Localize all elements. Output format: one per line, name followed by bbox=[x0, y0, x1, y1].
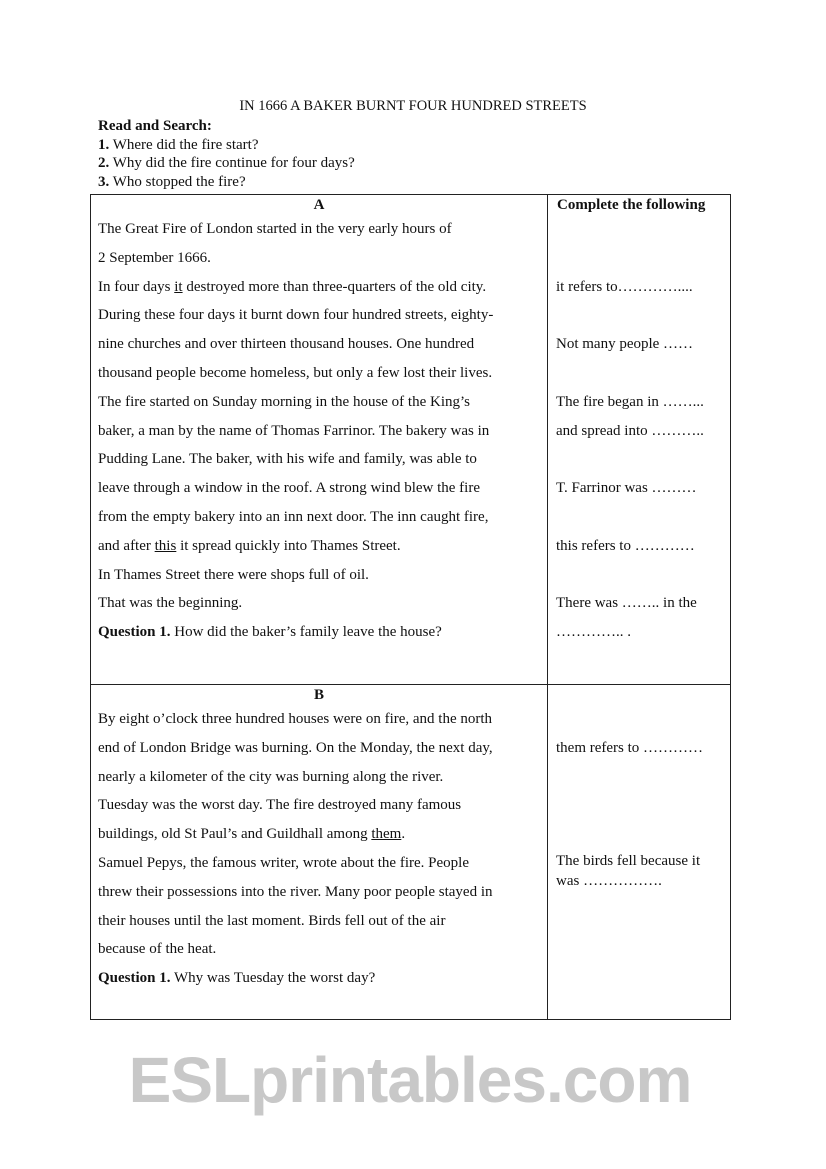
text-line bbox=[91, 561, 547, 590]
text-line bbox=[91, 301, 547, 330]
question-label: Question 1. bbox=[98, 970, 171, 987]
text-line bbox=[91, 734, 547, 763]
text-segment: The Great Fire of London started in the very early hours of bbox=[98, 221, 452, 237]
text-line bbox=[91, 878, 547, 907]
prompt-birds bbox=[548, 849, 730, 891]
blank-line bbox=[548, 359, 730, 388]
question-label: Question 1. bbox=[98, 624, 171, 641]
section-a-row bbox=[91, 195, 731, 685]
blank-line bbox=[548, 561, 730, 590]
text-segment: buildings, old St Paul’s and Guildhall among bbox=[98, 826, 372, 843]
read-and-search-heading: Read and Search: bbox=[98, 118, 212, 134]
blank-line bbox=[548, 445, 730, 474]
q-text: Why did the fire continue for four days? bbox=[109, 155, 355, 171]
text-segment: their houses until the last moment. Birds fell out of the air bbox=[98, 912, 446, 929]
text-line bbox=[91, 935, 547, 964]
intro-question bbox=[98, 173, 355, 192]
prompt-line: and spread into ……….. bbox=[556, 422, 704, 439]
text-segment: leave through a window in the roof. A strong wind blew the fire bbox=[98, 480, 481, 497]
text-segment: thousand people become homeless, but only a few lost their lives. bbox=[98, 364, 493, 381]
section-a-question bbox=[91, 618, 547, 647]
blank-header bbox=[548, 685, 730, 705]
text-line bbox=[91, 474, 547, 503]
text-line bbox=[91, 763, 547, 792]
text-segment: end of London Bridge was burning. On the Monday, the next day, bbox=[98, 739, 493, 756]
text-line bbox=[91, 820, 547, 849]
prompt-birds-line: was ……………. bbox=[556, 872, 662, 889]
text-line bbox=[91, 503, 547, 532]
text-segment: Pudding Lane. The baker, with his wife and family, was able to bbox=[98, 451, 477, 468]
text-segment: In four days bbox=[98, 278, 175, 295]
underlined-word: them bbox=[371, 826, 402, 843]
intro bbox=[98, 117, 355, 191]
text-segment: threw their possessions into the river. Many poor people stayed in bbox=[98, 883, 493, 900]
section-a-text bbox=[91, 195, 548, 685]
section-a-prompts bbox=[548, 215, 730, 647]
section-b-complete bbox=[548, 685, 731, 1020]
text-line bbox=[91, 849, 547, 878]
text-line bbox=[91, 330, 547, 359]
prompt-line: Not many people …… bbox=[556, 336, 694, 353]
text-segment: nine churches and over thirteen thousand houses. One hundred bbox=[98, 336, 475, 353]
text-segment: baker, a man by the name of Thomas Farrinor. The bakery was in bbox=[98, 422, 490, 439]
text-line bbox=[91, 244, 547, 273]
complete-header: Complete the following bbox=[557, 197, 706, 213]
text-line bbox=[91, 791, 547, 820]
blank-gap bbox=[548, 763, 730, 849]
q-text: Where did the fire start? bbox=[109, 136, 259, 153]
blank-line bbox=[548, 503, 730, 532]
intro-question bbox=[98, 136, 355, 155]
q-text: Who stopped the fire? bbox=[109, 173, 246, 190]
prompt-line: it refers to………….... bbox=[556, 278, 693, 295]
prompt-line: The fire began in ……... bbox=[556, 393, 704, 410]
worksheet-table bbox=[90, 194, 731, 1020]
underlined-word: this bbox=[154, 537, 177, 554]
text-segment: and after bbox=[98, 537, 155, 554]
prompt-line: this refers to ………… bbox=[556, 537, 695, 554]
text-segment: from the empty bakery into an inn next door. The inn caught fire, bbox=[98, 508, 489, 525]
prompt-line: There was …….. in the bbox=[556, 595, 697, 612]
underlined-word: it bbox=[174, 278, 183, 295]
text-line bbox=[91, 907, 547, 936]
text-segment: The fire started on Sunday morning in the house of the King’s bbox=[98, 393, 471, 410]
prompt-birds-line: The birds fell because it bbox=[556, 852, 701, 869]
text-line bbox=[91, 359, 547, 388]
text-segment: Samuel Pepys, the famous writer, wrote about the fire. People bbox=[98, 854, 469, 871]
text-line bbox=[91, 532, 547, 561]
worksheet-title bbox=[0, 98, 826, 115]
text-segment: destroyed more than three-quarters of the old city. bbox=[182, 278, 487, 295]
text-line bbox=[91, 589, 547, 618]
text-segment: it spread quickly into Thames Street. bbox=[176, 537, 401, 554]
text-line bbox=[91, 705, 547, 734]
title-text: IN 1666 A BAKER BURNT FOUR HUNDRED STREETS bbox=[239, 98, 587, 114]
text-line bbox=[91, 417, 547, 446]
text-segment: 2 September 1666. bbox=[98, 249, 211, 266]
blank-line bbox=[548, 301, 730, 330]
section-a-label: A bbox=[313, 197, 325, 213]
question-text: Why was Tuesday the worst day? bbox=[170, 970, 376, 987]
text-line bbox=[91, 445, 547, 474]
watermark: ESLprintables.com bbox=[128, 1044, 692, 1116]
question-text: How did the baker’s family leave the house? bbox=[170, 624, 442, 641]
text-segment: . bbox=[401, 826, 406, 843]
section-b-text bbox=[91, 685, 548, 1020]
text-segment: By eight o’clock three hundred houses were on fire, and the north bbox=[98, 711, 493, 727]
text-segment: because of the heat. bbox=[98, 941, 217, 958]
prompt-line: T. Farrinor was ……… bbox=[556, 480, 697, 497]
section-a-complete bbox=[548, 195, 731, 685]
q-num: 1. bbox=[98, 136, 110, 153]
text-line bbox=[91, 273, 547, 302]
text-segment: That was the beginning. bbox=[98, 595, 243, 612]
blank-line bbox=[548, 215, 730, 244]
section-b-row bbox=[91, 685, 731, 1020]
prompt-them: them refers to ………… bbox=[556, 739, 704, 756]
section-b-question bbox=[91, 964, 547, 993]
blank-line bbox=[548, 705, 730, 734]
prompt-line: ………….. . bbox=[556, 624, 631, 641]
text-segment: nearly a kilometer of the city was burning along the river. bbox=[98, 768, 444, 785]
blank-line bbox=[548, 244, 730, 273]
text-segment: During these four days it burnt down four hundred streets, eighty- bbox=[98, 307, 494, 324]
q-num: 3. bbox=[98, 173, 110, 190]
section-a-lines bbox=[91, 215, 547, 618]
section-b-label: B bbox=[313, 687, 324, 703]
text-line bbox=[91, 215, 547, 244]
intro-question bbox=[98, 154, 355, 173]
text-line bbox=[91, 388, 547, 417]
q-num: 2. bbox=[98, 155, 110, 171]
text-segment: Tuesday was the worst day. The fire destroyed many famous bbox=[98, 797, 462, 814]
text-segment: In Thames Street there were shops full of oil. bbox=[98, 566, 369, 583]
section-b-lines bbox=[91, 705, 547, 964]
